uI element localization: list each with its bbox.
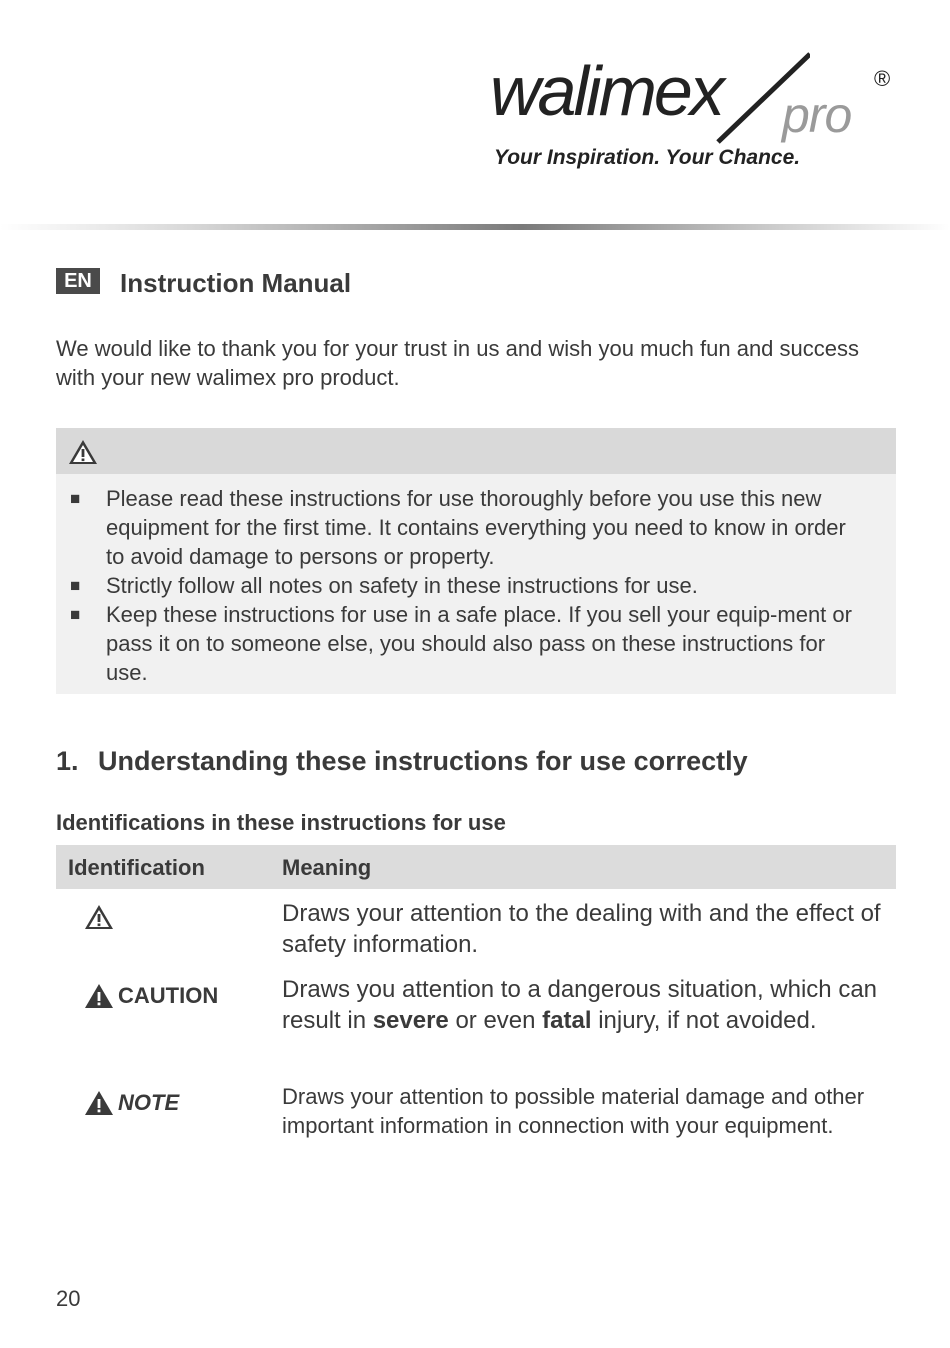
- table-row-identification: [84, 1090, 179, 1116]
- warning-triangle-icon: [84, 904, 114, 930]
- bullet-icon: ■: [70, 576, 81, 595]
- warning-item-text: Strictly follow all notes on safety in these instructions for use.: [106, 573, 698, 598]
- column-header-meaning: Meaning: [282, 855, 372, 880]
- meaning-text: injury, if not avoided.: [591, 1007, 817, 1034]
- meaning-text: or even: [448, 1007, 543, 1034]
- bullet-icon: ■: [70, 605, 81, 624]
- meaning-emphasis-severe: severe: [372, 1007, 449, 1034]
- logo-suffix: pro: [782, 87, 852, 143]
- section-heading: [56, 746, 748, 777]
- caution-label: CAUTION: [118, 983, 219, 1008]
- logo-wordmark: walimex: [490, 52, 722, 130]
- table-row-meaning: Draws your attention to the dealing with and the effect of safety information.: [282, 900, 881, 958]
- page-number: 20: [56, 1286, 81, 1311]
- note-label: NOTE: [118, 1090, 180, 1115]
- header-divider: [0, 224, 950, 230]
- warning-item-text: Please read these instructions for use thoroughly before you use this new equipment for the first time. It contains everything you need to know in order to avoid damage to persons or property.: [106, 486, 846, 569]
- section-subtitle: Identifications in these instructions for use: [56, 810, 506, 835]
- section-title: Understanding these instructions for use correctly: [98, 746, 748, 776]
- walimex-pro-logo: [490, 50, 910, 180]
- section-number: 1.: [56, 746, 79, 776]
- table-row-identification: [84, 904, 114, 930]
- intro-paragraph: We would like to thank you for your trust in us and wish you much fun and success with your new walimex pro product.: [56, 336, 859, 390]
- warning-triangle-icon: [84, 983, 114, 1009]
- warning-item-text: Keep these instructions for use in a safe place. If you sell your equip-ment or pass it on to someone else, you should also pass on these instructions for use.: [106, 602, 852, 685]
- warning-box-header: [56, 428, 896, 474]
- warning-item: [56, 600, 866, 687]
- language-badge: EN: [56, 268, 100, 294]
- bullet-icon: ■: [70, 489, 81, 508]
- safety-warning-box: [56, 428, 896, 694]
- registered-mark: ®: [874, 66, 891, 91]
- table-row-meaning: [282, 974, 882, 1036]
- table-header: [56, 845, 896, 889]
- warning-triangle-icon: [84, 1090, 114, 1116]
- warning-list: [56, 474, 896, 687]
- meaning-emphasis-fatal: fatal: [542, 1007, 592, 1034]
- warning-item: [56, 484, 866, 571]
- logo-tagline: Your Inspiration. Your Chance.: [494, 146, 801, 169]
- table-row-meaning: Draws your attention to possible material damage and other important information in connection with your equipment.: [282, 1084, 865, 1138]
- table-row-identification: [84, 983, 218, 1009]
- warning-triangle-icon: [68, 439, 98, 465]
- manual-title: Instruction Manual: [120, 268, 352, 298]
- column-header-identification: Identification: [68, 855, 205, 880]
- meaning-text: Draws you attention to a dangerous situation, which can result in: [282, 976, 878, 1034]
- warning-item: [56, 571, 866, 600]
